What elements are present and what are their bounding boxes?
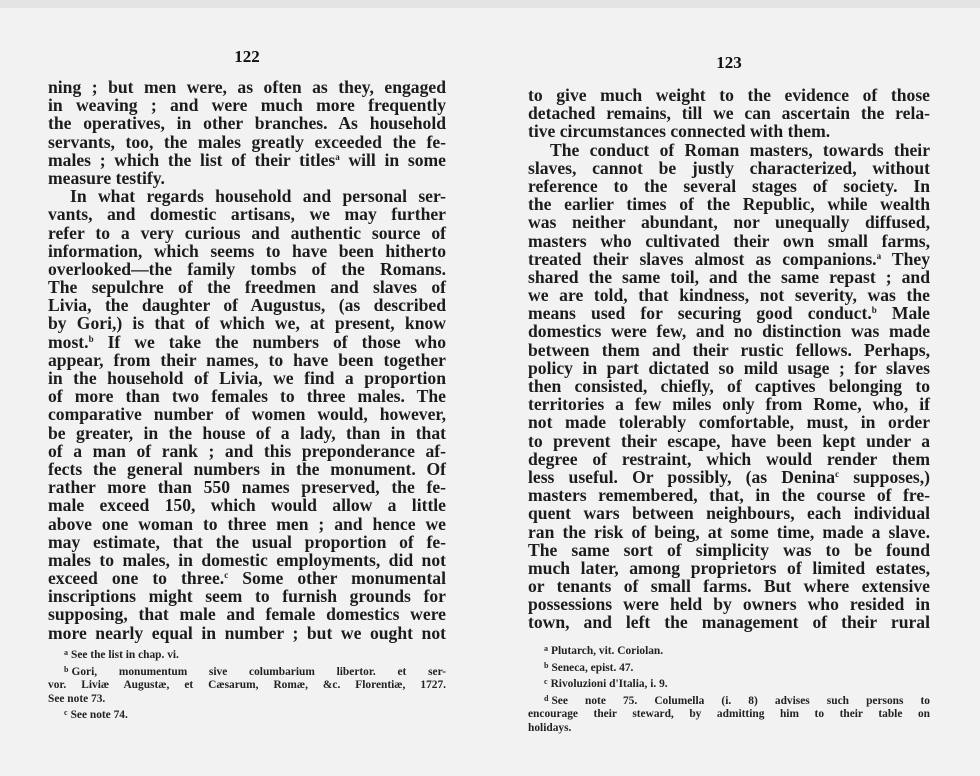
text-line bbox=[528, 595, 930, 613]
line-text: degree of restraint, which would render them bbox=[528, 448, 930, 469]
footnote-mark: c bbox=[544, 677, 548, 687]
text-line bbox=[528, 213, 930, 231]
line-text: The sepulchre of the freedmen and slaves of bbox=[48, 277, 446, 298]
line-text: of more than two females to three males. The bbox=[48, 386, 446, 407]
line-text: or tenants of small farms. But where extensive bbox=[528, 576, 930, 597]
text-line bbox=[48, 133, 446, 151]
line-text: more nearly equal in number ; but we ought not bbox=[48, 622, 446, 643]
text-line bbox=[528, 250, 930, 268]
footnote-ref[interactable]: c bbox=[835, 468, 840, 479]
text-line bbox=[48, 151, 446, 169]
text-line bbox=[528, 377, 930, 395]
line-text: policy in part dictated so mild usage ; for slaves bbox=[528, 357, 930, 378]
text-line bbox=[528, 195, 930, 213]
text-line bbox=[528, 286, 930, 304]
footnote-line bbox=[48, 706, 446, 723]
page-number: 123 bbox=[716, 53, 742, 72]
footnote-ref[interactable]: b bbox=[871, 305, 877, 316]
line-text: The conduct of Roman masters, towards their bbox=[550, 139, 930, 160]
text-line bbox=[528, 304, 930, 322]
text-line bbox=[528, 86, 930, 104]
text-line bbox=[48, 624, 446, 642]
line-text: to prevent their escape, have been kept under a bbox=[528, 430, 930, 451]
line-text: males ; which the list of their titles bbox=[48, 149, 336, 170]
line-text: In what regards household and personal ser- bbox=[70, 186, 446, 207]
line-text: quent wars between neighbours, each individual bbox=[528, 503, 930, 524]
footnote-ref[interactable]: b bbox=[88, 333, 94, 344]
footnote-line bbox=[48, 679, 446, 693]
footnote-ref[interactable]: a bbox=[335, 151, 340, 162]
line-text: treated their slaves almost as companions. bbox=[528, 248, 877, 269]
scan-top-edge bbox=[0, 0, 980, 8]
text-line bbox=[528, 122, 930, 140]
body-text bbox=[528, 86, 930, 632]
footnote-mark: b bbox=[64, 664, 69, 674]
text-line bbox=[48, 442, 446, 460]
footnote-mark: a bbox=[64, 648, 68, 657]
footnote-line bbox=[528, 722, 930, 736]
line-text: we are told, that kindness, not severity, was the bbox=[528, 285, 930, 306]
text-line bbox=[528, 432, 930, 450]
line-text: not made tolerably comfortable, must, in order bbox=[528, 412, 930, 433]
footnote-line bbox=[48, 663, 446, 680]
text-line bbox=[48, 187, 446, 205]
text-line bbox=[48, 96, 446, 114]
footnotes bbox=[48, 646, 446, 723]
text-line bbox=[528, 523, 930, 541]
text-line bbox=[48, 424, 446, 442]
text-line bbox=[528, 468, 930, 486]
footnote-line bbox=[528, 675, 930, 692]
line-text: then consisted, chiefly, of captives belonging to bbox=[528, 376, 930, 396]
line-text: was neither abundant, nor unequally diffused, bbox=[528, 212, 930, 233]
footnote-text: holidays. bbox=[528, 721, 572, 734]
text-line bbox=[48, 314, 446, 332]
footnote-text: Gori, monumentum sive columbarium libertor. et ser- bbox=[71, 665, 446, 678]
line-text: ning ; but men were, as often as they, engaged bbox=[48, 77, 446, 97]
text-line bbox=[528, 413, 930, 431]
footnote-text: encourage their steward, by admitting him to their table on bbox=[528, 708, 930, 721]
line-text: slaves, cannot be justly characterized, without bbox=[528, 157, 930, 178]
text-line bbox=[528, 177, 930, 195]
footnote-text: See note 75. Columella (i. 8) advises such persons to bbox=[551, 694, 930, 707]
page-number: 122 bbox=[234, 47, 260, 66]
text-line bbox=[528, 486, 930, 504]
text-line bbox=[528, 450, 930, 468]
text-line bbox=[48, 478, 446, 496]
line-text: measure testify. bbox=[48, 167, 165, 188]
line-text: may estimate, that the usual proportion of fe- bbox=[48, 531, 446, 552]
line-text: males to males, in domestic employments, did not bbox=[48, 549, 446, 570]
text-line bbox=[48, 78, 446, 96]
line-text: overlooked—the family tombs of the Romans. bbox=[48, 258, 446, 279]
text-line bbox=[48, 533, 446, 551]
line-text: Some other monumental bbox=[228, 568, 446, 589]
text-line bbox=[48, 587, 446, 605]
line-text: shared the same toil, and the same repast ; and bbox=[528, 266, 930, 287]
line-text: comparative number of women would, however, bbox=[48, 404, 446, 425]
text-line bbox=[48, 496, 446, 514]
line-text: territories a few miles only from Rome, who, if bbox=[528, 394, 930, 415]
text-line bbox=[528, 577, 930, 595]
line-text: detached remains, till we can ascertain the rela- bbox=[528, 103, 930, 124]
line-text: means used for securing good conduct. bbox=[528, 303, 872, 324]
footnote-text: Plutarch, vit. Coriolan. bbox=[551, 645, 664, 657]
text-line bbox=[528, 559, 930, 577]
footnote-ref[interactable]: a bbox=[876, 250, 882, 261]
line-text: appear, from their names, to have been together bbox=[48, 349, 446, 370]
text-line bbox=[48, 405, 446, 423]
footnote-text: See the list in chap. vi. bbox=[71, 649, 179, 661]
footnote-mark: b bbox=[544, 660, 549, 670]
text-line bbox=[48, 460, 446, 478]
line-text: most. bbox=[48, 331, 89, 352]
text-line bbox=[528, 268, 930, 286]
text-line bbox=[528, 341, 930, 359]
footnote-line bbox=[528, 659, 930, 676]
line-text: masters remembered, that, in the course of fre- bbox=[528, 485, 930, 506]
line-text: Male bbox=[876, 303, 930, 324]
footnote-text: See note 73. bbox=[48, 692, 106, 705]
line-text: masters who cultivated their own small farms, bbox=[528, 230, 930, 251]
text-line bbox=[48, 333, 446, 351]
line-text: They bbox=[881, 248, 930, 269]
footnote-line bbox=[528, 708, 930, 722]
line-text: in weaving ; and were much more frequently bbox=[48, 95, 446, 116]
line-text: domestics were few, and no distinction was made bbox=[528, 321, 930, 342]
line-text: less useful. Or possibly, (as Denina bbox=[528, 466, 836, 487]
line-text: exceed one to three. bbox=[48, 568, 225, 589]
line-text: will in some bbox=[339, 149, 446, 170]
line-text: male exceed 150, which would allow a little bbox=[48, 495, 446, 516]
line-text: information, which seems to have been hitherto bbox=[48, 240, 446, 261]
line-text: Livia, the daughter of Augustus, (as described bbox=[48, 295, 446, 316]
line-text: If we take the numbers of those who bbox=[93, 331, 446, 352]
line-text: rather more than 550 names preserved, the fe- bbox=[48, 477, 446, 498]
line-text: much later, among proprietors of limited estates, bbox=[528, 557, 930, 578]
line-text: tive circumstances connected with them. bbox=[528, 121, 831, 142]
line-text: servants, too, the males greatly exceeded the fe- bbox=[48, 131, 446, 152]
footnote-text: vor. Liviæ Augustæ, et Cæsarum, Romæ, &c. Florentiæ, 1727. bbox=[48, 679, 446, 692]
line-text: above one woman to three men ; and hence we bbox=[48, 513, 446, 534]
line-text: refer to a very curious and authentic source of bbox=[48, 222, 446, 243]
line-text: the operatives, in other branches. As household bbox=[48, 113, 446, 134]
line-text: ran the risk of being, at some time, made a slave. bbox=[528, 521, 930, 542]
text-line bbox=[48, 351, 446, 369]
footnotes bbox=[528, 642, 930, 736]
text-line bbox=[48, 569, 446, 587]
text-line bbox=[48, 369, 446, 387]
text-line bbox=[528, 232, 930, 250]
text-line bbox=[48, 551, 446, 569]
line-text: The same sort of simplicity was to be found bbox=[528, 539, 930, 560]
footnote-line bbox=[528, 692, 930, 709]
line-text: of a man of rank ; and this preponderance af- bbox=[48, 440, 446, 461]
line-text: supposing, that male and female domestics were bbox=[48, 604, 446, 625]
footnote-mark: a bbox=[544, 644, 548, 653]
footnote-line bbox=[48, 646, 446, 663]
footnote-text: Rivoluzioni d'Italia, i. 9. bbox=[550, 678, 668, 691]
text-line bbox=[528, 359, 930, 377]
footnote-text: See note 74. bbox=[70, 709, 128, 722]
body-text bbox=[48, 78, 446, 642]
line-text: inscriptions might seem to furnish grounds for bbox=[48, 586, 446, 607]
text-line bbox=[48, 260, 446, 278]
text-line bbox=[528, 159, 930, 177]
footnote-mark: c bbox=[64, 708, 68, 718]
footnote-mark: d bbox=[544, 693, 549, 703]
line-text: fects the general numbers in the monument. Of bbox=[48, 458, 446, 479]
footnote-ref[interactable]: c bbox=[224, 570, 229, 581]
text-line bbox=[48, 224, 446, 242]
line-text: supposes,) bbox=[839, 466, 930, 487]
text-line bbox=[48, 205, 446, 223]
text-line bbox=[48, 278, 446, 296]
text-line bbox=[48, 114, 446, 132]
line-text: vants, and domestic artisans, we may further bbox=[48, 204, 446, 225]
text-line bbox=[528, 141, 930, 159]
text-line bbox=[48, 515, 446, 533]
text-line bbox=[48, 605, 446, 623]
line-text: to give much weight to the evidence of those bbox=[528, 85, 930, 105]
text-line bbox=[528, 104, 930, 122]
text-line bbox=[48, 242, 446, 260]
footnote-line bbox=[528, 642, 930, 659]
line-text: reference to the several stages of society. In bbox=[528, 175, 930, 196]
line-text: in the household of Livia, we find a proportion bbox=[48, 368, 446, 388]
text-line bbox=[48, 296, 446, 314]
text-line bbox=[528, 541, 930, 559]
text-line bbox=[528, 395, 930, 413]
text-line bbox=[528, 504, 930, 522]
line-text: be greater, in the house of a lady, than in that bbox=[48, 422, 446, 443]
line-text: the earlier times of the Republic, while wealth bbox=[528, 194, 930, 215]
line-text: by Gori,) is that of which we, at present, know bbox=[48, 313, 446, 334]
line-text: possessions were held by owners who resided in bbox=[528, 594, 930, 615]
line-text: town, and left the management of their rural bbox=[528, 612, 930, 633]
text-line bbox=[528, 613, 930, 631]
text-line bbox=[528, 322, 930, 340]
line-text: between them and their rustic fellows. Perhaps, bbox=[528, 339, 930, 360]
footnote-text: Seneca, epist. 47. bbox=[551, 661, 634, 674]
text-line bbox=[48, 169, 446, 187]
text-line bbox=[48, 387, 446, 405]
footnote-line bbox=[48, 693, 446, 707]
